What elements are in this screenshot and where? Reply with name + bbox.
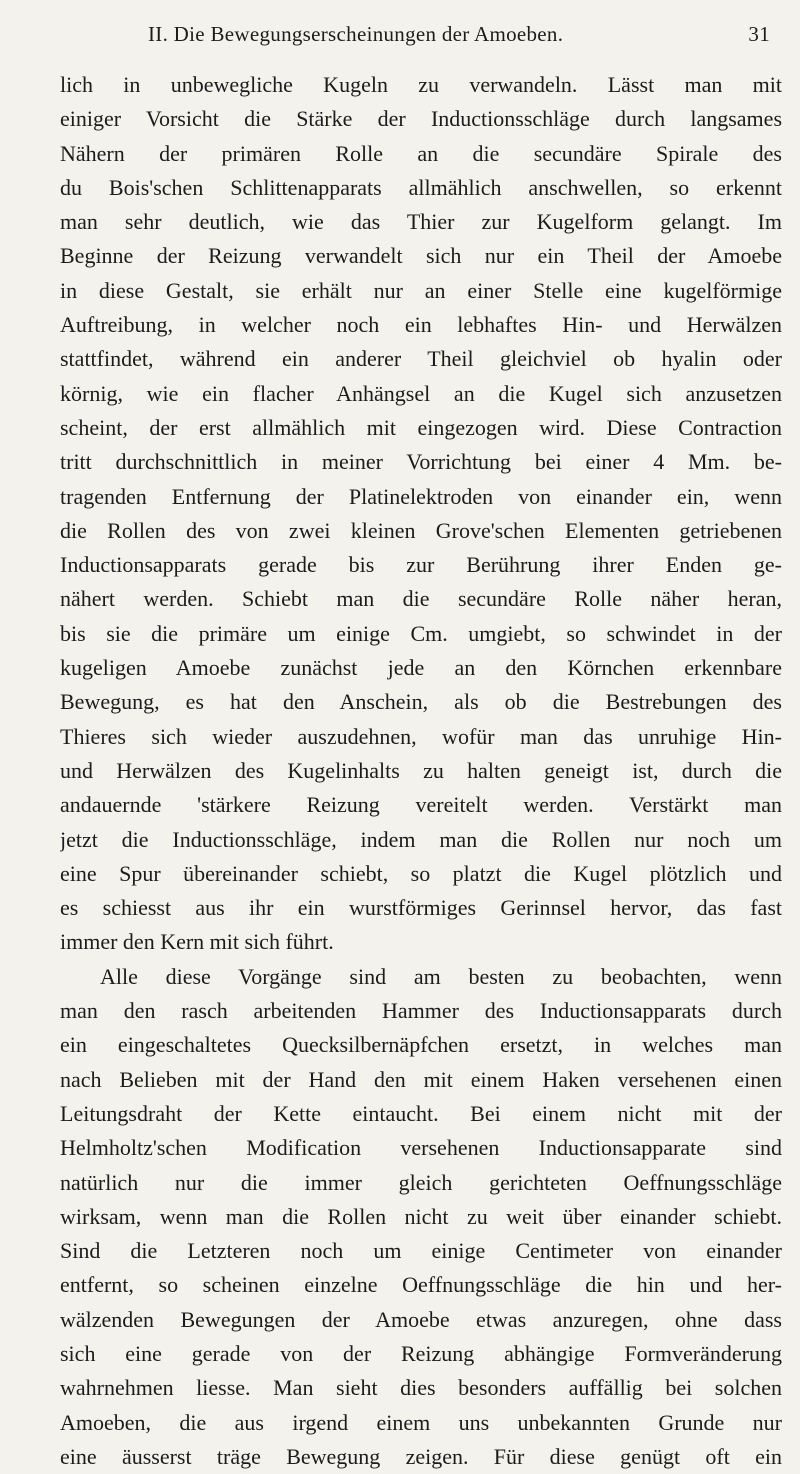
text-line: tritt durchschnittlich in meiner Vorrichtung bei einer 4 Mm. be- bbox=[60, 449, 782, 475]
text-line: sich eine gerade von der Reizung abhängige Formveränderung bbox=[60, 1340, 782, 1366]
text-line: Auftreibung, in welcher noch ein lebhaftes Hin- und Herwälzen bbox=[60, 312, 782, 338]
text-line: bis sie die primäre um einige Cm. umgiebt, so schwindet in der bbox=[60, 620, 782, 646]
text-line: in diese Gestalt, sie erhält nur an einer Stelle eine kugelförmige bbox=[60, 277, 782, 303]
text-line: körnig, wie ein flacher Anhängsel an die Kugel sich anzusetzen bbox=[60, 380, 782, 406]
text-line: einiger Vorsicht die Stärke der Inductionsschläge durch langsames bbox=[60, 106, 782, 132]
text-line: die Rollen des von zwei kleinen Grove'schen Elementen getriebenen bbox=[60, 517, 782, 543]
text-line: stattfindet, während ein anderer Theil gleichviel ob hyalin oder bbox=[60, 346, 782, 372]
text-line: Thieres sich wieder auszudehnen, wofür man das unruhige Hin- bbox=[60, 723, 782, 749]
text-line: nähert werden. Schiebt man die secundäre Rolle näher heran, bbox=[60, 586, 782, 612]
running-header bbox=[60, 22, 782, 62]
text-line: man sehr deutlich, wie das Thier zur Kugelform gelangt. Im bbox=[60, 209, 782, 235]
text-line: Beginne der Reizung verwandelt sich nur ein Theil der Amoebe bbox=[60, 243, 782, 269]
text-line: Inductionsapparats gerade bis zur Berührung ihrer Enden ge- bbox=[60, 552, 782, 578]
text-line: Helmholtz'schen Modification versehenen Inductionsapparate sind bbox=[60, 1135, 782, 1161]
body-text bbox=[60, 68, 782, 1474]
text-line: tragenden Entfernung der Platinelektroden von einander ein, wenn bbox=[60, 483, 782, 509]
text-line: Bewegung, es hat den Anschein, als ob die Bestrebungen des bbox=[60, 689, 782, 715]
text-line: Nähern der primären Rolle an die secundäre Spirale des bbox=[60, 140, 782, 166]
text-line: entfernt, so scheinen einzelne Oeffnungsschläge die hin und her- bbox=[60, 1272, 782, 1298]
paragraph-start-line: Alle diese Vorgänge sind am besten zu beobachten, wenn bbox=[100, 963, 782, 989]
text-line: wahrnehmen liesse. Man sieht dies besonders auffällig bei solchen bbox=[60, 1375, 782, 1401]
text-line: jetzt die Inductionsschläge, indem man die Rollen nur noch um bbox=[60, 826, 782, 852]
text-line: nach Belieben mit der Hand den mit einem Haken versehenen einen bbox=[60, 1066, 782, 1092]
text-line: und Herwälzen des Kugelinhalts zu halten geneigt ist, durch die bbox=[60, 757, 782, 783]
text-line: kugeligen Amoebe zunächst jede an den Körnchen erkennbare bbox=[60, 655, 782, 681]
chapter-title: II. Die Bewegungserscheinungen der Amoeben. bbox=[148, 22, 564, 46]
text-line: eine Spur übereinander schiebt, so platzt die Kugel plötzlich und bbox=[60, 860, 782, 886]
text-line: Leitungsdraht der Kette eintaucht. Bei einem nicht mit der bbox=[60, 1100, 782, 1126]
paragraph-end-line: immer den Kern mit sich führt. bbox=[60, 929, 334, 955]
text-line: ein eingeschaltetes Quecksilbernäpfchen ersetzt, in welches man bbox=[60, 1032, 782, 1058]
text-line: Sind die Letzteren noch um einige Centimeter von einander bbox=[60, 1238, 782, 1264]
page-number: 31 bbox=[748, 22, 770, 46]
text-line: lich in unbewegliche Kugeln zu verwandeln. Lässt man mit bbox=[60, 72, 782, 97]
text-line: man den rasch arbeitenden Hammer des Inductionsapparats durch bbox=[60, 998, 782, 1024]
text-line: natürlich nur die immer gleich gerichteten Oeffnungsschläge bbox=[60, 1169, 782, 1195]
text-line: wirksam, wenn man die Rollen nicht zu weit über einander schiebt. bbox=[60, 1203, 782, 1229]
text-line: Amoeben, die aus irgend einem uns unbekannten Grunde nur bbox=[60, 1409, 782, 1435]
text-line: es schiesst aus ihr ein wurstförmiges Gerinnsel hervor, das fast bbox=[60, 895, 782, 921]
text-line: scheint, der erst allmählich mit eingezogen wird. Diese Contraction bbox=[60, 414, 782, 440]
text-line: andauernde 'stärkere Reizung vereitelt werden. Verstärkt man bbox=[60, 792, 782, 818]
text-line: du Bois'schen Schlittenapparats allmählich anschwellen, so erkennt bbox=[60, 174, 782, 200]
text-line: eine äusserst träge Bewegung zeigen. Für diese genügt oft ein bbox=[60, 1443, 782, 1469]
text-line: wälzenden Bewegungen der Amoebe etwas anzuregen, ohne dass bbox=[60, 1306, 782, 1332]
